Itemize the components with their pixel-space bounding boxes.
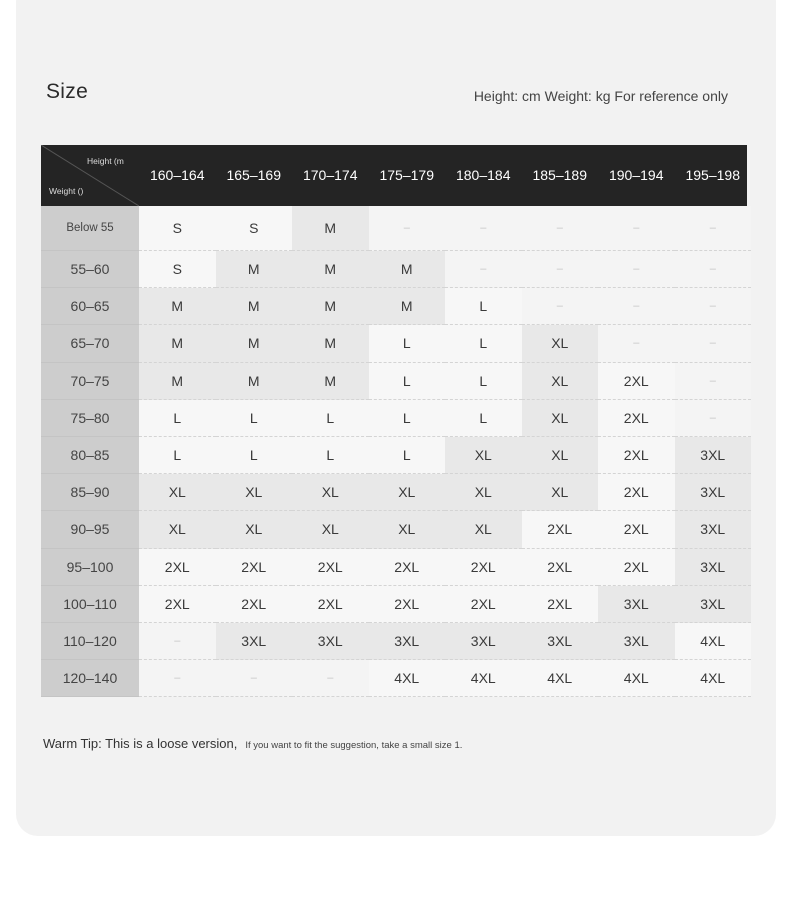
table-row <box>41 325 747 362</box>
size-cell: 4XL <box>675 623 752 660</box>
size-cell: M <box>216 251 293 288</box>
height-axis-label: Height (m <box>87 156 124 166</box>
size-cell: XL <box>522 363 599 400</box>
size-cell: XL <box>216 474 293 511</box>
size-cell: 2XL <box>369 549 446 586</box>
size-cell: M <box>139 288 216 325</box>
size-cell: 2XL <box>139 586 216 623</box>
size-cell: – <box>675 325 752 362</box>
size-cell: S <box>139 206 216 251</box>
size-cell: 2XL <box>216 586 293 623</box>
size-cell: – <box>445 206 522 251</box>
header-corner <box>41 145 139 206</box>
table-row <box>41 251 747 288</box>
height-header-cell: 190–194 <box>608 167 664 183</box>
size-cell: M <box>292 251 369 288</box>
size-cell: – <box>675 288 752 325</box>
table-row <box>41 206 747 251</box>
table-body <box>41 206 747 697</box>
table-row <box>41 363 747 400</box>
size-cell: XL <box>139 511 216 548</box>
size-cell: M <box>292 363 369 400</box>
weight-label-cell: 90–95 <box>41 511 139 548</box>
size-cell: 4XL <box>522 660 599 697</box>
size-cell: 3XL <box>369 623 446 660</box>
size-cell: 4XL <box>369 660 446 697</box>
diagonal-divider <box>41 145 139 206</box>
size-cell: – <box>369 206 446 251</box>
size-cell: 4XL <box>598 660 675 697</box>
size-cell: M <box>139 363 216 400</box>
size-cell: 3XL <box>292 623 369 660</box>
size-cell: 2XL <box>522 511 599 548</box>
table-row <box>41 474 747 511</box>
weight-label-cell: 80–85 <box>41 437 139 474</box>
weight-label-cell: 75–80 <box>41 400 139 437</box>
height-header-cell: 180–184 <box>455 167 511 183</box>
size-cell: 2XL <box>369 586 446 623</box>
size-cell: – <box>675 400 752 437</box>
size-cell: 3XL <box>216 623 293 660</box>
size-cell: 3XL <box>675 511 752 548</box>
size-cell: 2XL <box>598 549 675 586</box>
weight-label-cell: 100–110 <box>41 586 139 623</box>
height-header-cell: 195–198 <box>685 167 740 183</box>
table-row <box>41 586 747 623</box>
size-cell: XL <box>139 474 216 511</box>
size-cell: XL <box>369 511 446 548</box>
size-cell: L <box>292 400 369 437</box>
size-cell: S <box>216 206 293 251</box>
size-cell: M <box>216 363 293 400</box>
table-header <box>41 145 747 206</box>
size-cell: – <box>522 288 599 325</box>
size-cell: 2XL <box>522 549 599 586</box>
size-cell: XL <box>522 474 599 511</box>
weight-label-cell: Below 55 <box>41 206 139 251</box>
size-cell: 3XL <box>675 437 752 474</box>
size-cell: XL <box>216 511 293 548</box>
size-cell: – <box>292 660 369 697</box>
size-cell: L <box>445 325 522 362</box>
size-cell: L <box>445 363 522 400</box>
size-cell: M <box>292 288 369 325</box>
size-cell: 2XL <box>598 474 675 511</box>
size-cell: 3XL <box>675 549 752 586</box>
size-cell: M <box>369 251 446 288</box>
table-row <box>41 400 747 437</box>
size-cell: L <box>445 400 522 437</box>
size-cell: 2XL <box>139 549 216 586</box>
size-cell: M <box>292 325 369 362</box>
table-row <box>41 511 747 548</box>
weight-label-cell: 95–100 <box>41 549 139 586</box>
warm-tip <box>43 736 462 751</box>
size-cell: L <box>369 437 446 474</box>
size-cell: L <box>216 400 293 437</box>
size-cell: 4XL <box>445 660 522 697</box>
height-header-cell: 175–179 <box>379 167 434 183</box>
size-cell: 2XL <box>292 586 369 623</box>
size-cell: L <box>292 437 369 474</box>
size-cell: – <box>675 363 752 400</box>
size-cell: 2XL <box>522 586 599 623</box>
size-cell: L <box>139 400 216 437</box>
size-cell: 2XL <box>216 549 293 586</box>
size-cell: 2XL <box>445 549 522 586</box>
size-cell: 3XL <box>445 623 522 660</box>
height-header-cell: 170–174 <box>302 167 358 183</box>
size-cell: 2XL <box>598 511 675 548</box>
tip-main: Warm Tip: This is a loose version, <box>43 736 238 751</box>
size-cell: M <box>369 288 446 325</box>
size-cell: – <box>522 251 599 288</box>
height-header-cell: 165–169 <box>226 167 281 183</box>
size-cell: M <box>139 325 216 362</box>
size-cell: – <box>675 251 752 288</box>
size-cell: 3XL <box>675 474 752 511</box>
size-cell: L <box>216 437 293 474</box>
size-cell: L <box>445 288 522 325</box>
size-cell: 2XL <box>445 586 522 623</box>
size-cell: 4XL <box>675 660 752 697</box>
size-cell: – <box>522 206 599 251</box>
weight-label-cell: 65–70 <box>41 325 139 362</box>
size-cell: L <box>369 363 446 400</box>
size-cell: XL <box>445 437 522 474</box>
size-cell: L <box>369 325 446 362</box>
height-header-cell: 185–189 <box>532 167 587 183</box>
weight-label-cell: 70–75 <box>41 363 139 400</box>
size-cell: – <box>598 288 675 325</box>
weight-axis-label: Weight () <box>49 186 84 196</box>
size-cell: 3XL <box>522 623 599 660</box>
table-row <box>41 660 747 697</box>
table-row <box>41 549 747 586</box>
weight-label-cell: 110–120 <box>41 623 139 660</box>
table-row <box>41 623 747 660</box>
size-cell: M <box>216 288 293 325</box>
size-cell: XL <box>292 511 369 548</box>
size-cell: – <box>445 251 522 288</box>
size-cell: – <box>598 325 675 362</box>
size-cell: L <box>139 437 216 474</box>
weight-label-cell: 120–140 <box>41 660 139 697</box>
weight-label-cell: 55–60 <box>41 251 139 288</box>
tip-sub: If you want to fit the suggestion, take a small size 1. <box>245 740 463 751</box>
size-cell: 3XL <box>598 623 675 660</box>
size-cell: XL <box>522 437 599 474</box>
height-header-cell: 160–164 <box>149 167 205 183</box>
size-cell: – <box>139 660 216 697</box>
table-row <box>41 437 747 474</box>
size-cell: – <box>675 206 752 251</box>
size-cell: XL <box>445 511 522 548</box>
size-cell: 2XL <box>598 437 675 474</box>
size-cell: XL <box>522 325 599 362</box>
size-cell: 3XL <box>675 586 752 623</box>
size-cell: L <box>369 400 446 437</box>
size-cell: 2XL <box>598 363 675 400</box>
size-cell: – <box>598 206 675 251</box>
weight-label-cell: 60–65 <box>41 288 139 325</box>
size-cell: – <box>139 623 216 660</box>
size-cell: XL <box>369 474 446 511</box>
size-cell: M <box>292 206 369 251</box>
size-cell: XL <box>522 400 599 437</box>
size-cell: S <box>139 251 216 288</box>
page-title: Size <box>46 80 89 103</box>
size-cell: – <box>216 660 293 697</box>
size-cell: XL <box>292 474 369 511</box>
size-cell: M <box>216 325 293 362</box>
weight-label-cell: 85–90 <box>41 474 139 511</box>
size-cell: 2XL <box>598 400 675 437</box>
size-cell: 2XL <box>292 549 369 586</box>
size-table <box>41 145 747 697</box>
size-cell: – <box>598 251 675 288</box>
size-cell: XL <box>445 474 522 511</box>
table-row <box>41 288 747 325</box>
size-cell: 3XL <box>598 586 675 623</box>
units-note: Height: cm Weight: kg For reference only <box>473 88 728 104</box>
